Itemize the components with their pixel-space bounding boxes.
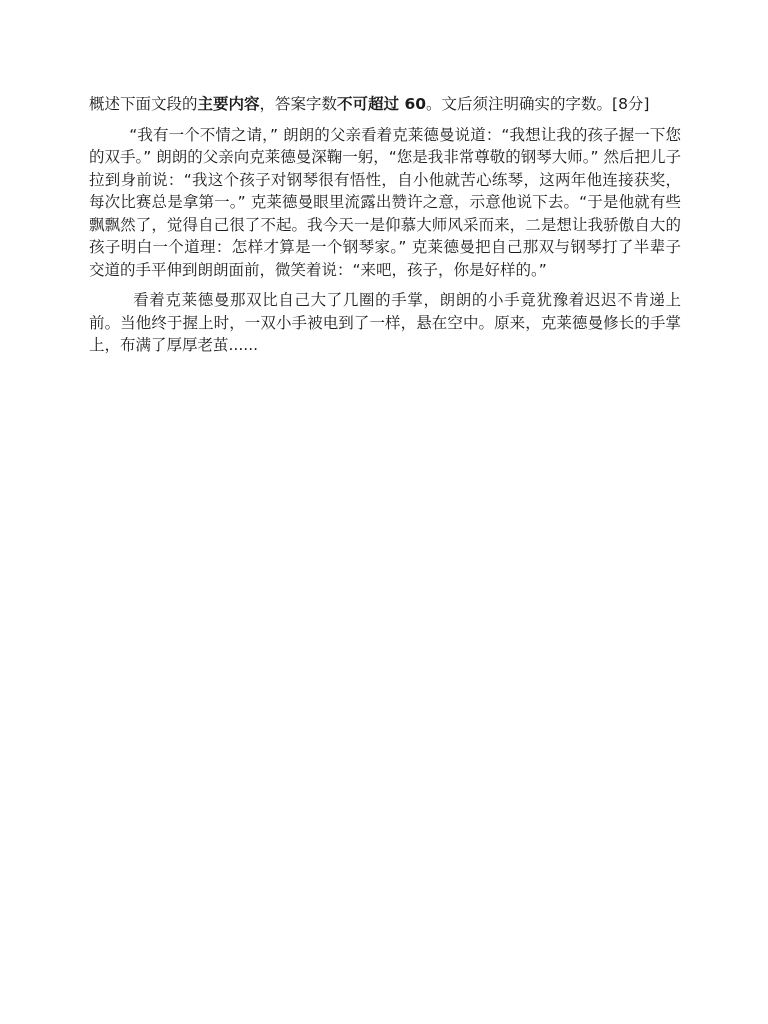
- passage-paragraph-2: 看着克莱德曼那双比自己大了几圈的手掌，朗朗的小手竟犹豫着迟迟不肯递上前。当他终于握上时，一双小手被电到了一样，悬在空中。原来，克莱德曼修长的手掌上，布满了厚厚老茧......: [89, 291, 681, 354]
- question-text-part1: 概述下面文段的: [89, 95, 198, 113]
- question-text-part3: 。文后须注明确实的字数。[8分]: [426, 95, 650, 113]
- question-emphasis-main-content: 主要内容: [197, 95, 260, 113]
- question-emphasis-word-limit: 不可超过 60: [337, 95, 427, 113]
- document-page: [89, 93, 681, 365]
- passage-paragraph-1: “我有一个不情之请，” 朗朗的父亲看着克莱德曼说道：“我想让我的孩子握一下您的双手。” 朗朗的父亲向克莱德曼深鞠一躬，“您是我非常尊敬的钢琴大师。” 然后把儿子拉到身前说：“我这个孩子对钢琴很有悟性，自小他就苦心练琴，这两年他连接获奖，每次比赛总是拿第一。” 克莱德曼眼里流露出赞许之意，示意他说下去。“于是他就有些飘飘然了，觉得自己很了不起。我今天一是仰慕大师风采而来，二是想让我骄傲自大的孩子明白一个道理：怎样才算是一个钢琴家。” 克莱德曼把自己那双与钢琴打了半辈子交道的手平伸到朗朗面前，微笑着说：“来吧，孩子，你是好样的。”: [89, 125, 681, 279]
- question-text-part2: ，答案字数: [259, 95, 338, 113]
- question-prompt: [89, 93, 681, 116]
